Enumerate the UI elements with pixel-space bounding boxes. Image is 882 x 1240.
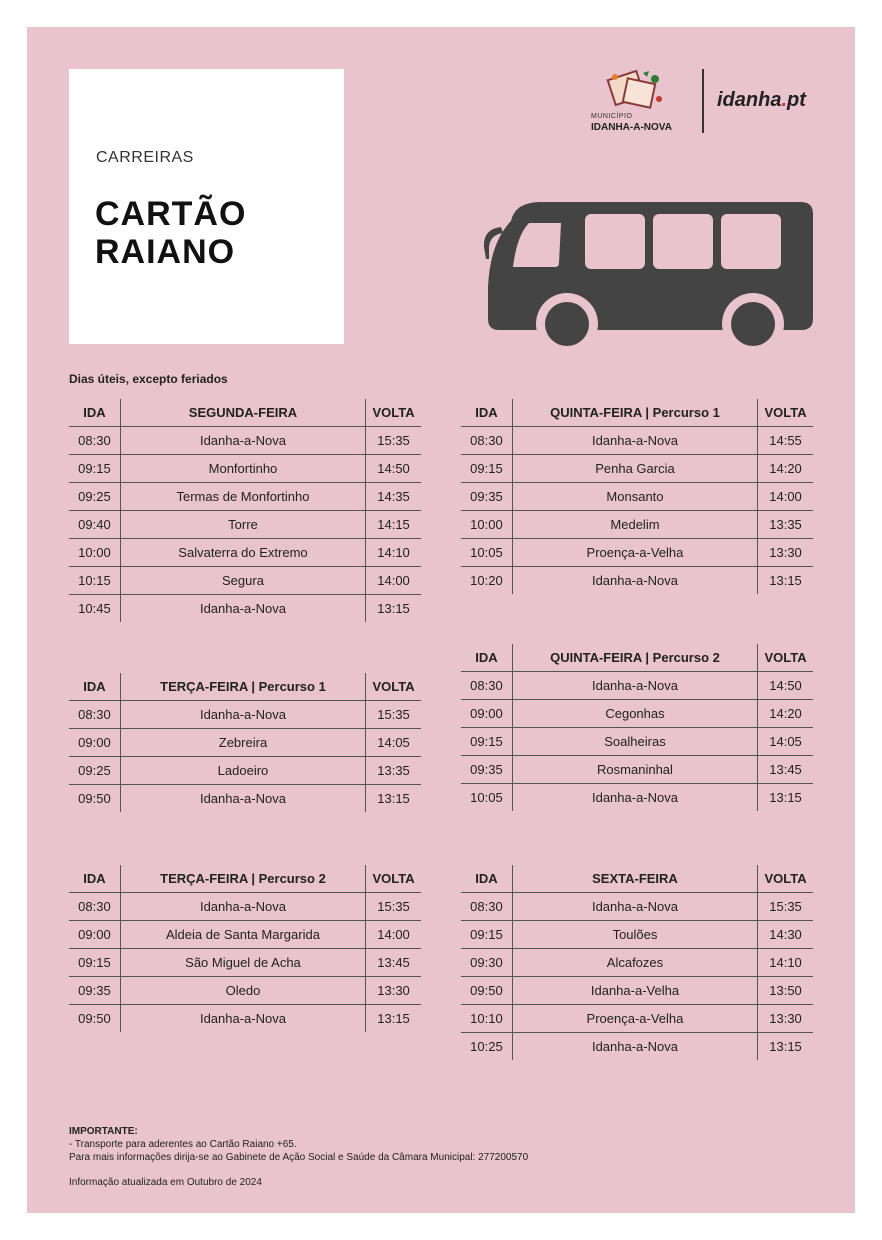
return-time: 14:05 <box>366 729 421 757</box>
table-row <box>69 921 421 949</box>
departure-time: 09:15 <box>461 728 512 756</box>
page-title <box>95 195 246 271</box>
table-row <box>461 893 813 921</box>
site-dot: . <box>781 89 788 111</box>
notes-line-2: Para mais informações dirija-se ao Gabinete de Ação Social e Saúde da Câmara Municipal: 277200570 <box>69 1152 529 1163</box>
poster <box>27 27 855 1213</box>
title-line-1: CARTÃO <box>95 195 247 233</box>
stop-name: Torre <box>120 511 365 539</box>
table-row <box>69 729 421 757</box>
notes-line-1: - Transporte para aderentes ao Cartão Raiano +65. <box>69 1139 297 1150</box>
stop-name: Idanha-a-Nova <box>120 427 365 455</box>
table-row <box>69 977 421 1005</box>
update-date: Informação atualizada em Outubro de 2024 <box>69 1177 262 1188</box>
stop-name: Ladoeiro <box>120 757 365 785</box>
stop-name: Termas de Monfortinho <box>120 483 365 511</box>
return-time: 14:35 <box>366 483 421 511</box>
return-time: 14:50 <box>758 672 813 700</box>
schedule-subtitle: Dias úteis, excepto feriados <box>69 372 228 386</box>
departure-time: 10:15 <box>69 567 120 595</box>
return-time: 15:35 <box>366 427 421 455</box>
return-time: 13:35 <box>366 757 421 785</box>
return-time: 14:30 <box>758 921 813 949</box>
departure-time: 09:50 <box>69 785 120 813</box>
notes-heading: IMPORTANTE: <box>69 1126 138 1137</box>
return-time: 13:15 <box>377 791 410 806</box>
return-time: 14:10 <box>758 949 813 977</box>
col-day: TERÇA-FEIRA | Percurso 1 <box>120 673 365 701</box>
stop-name: Idanha-a-Nova <box>512 1033 757 1061</box>
stop-name: Soalheiras <box>512 728 757 756</box>
schedule-sexta <box>461 865 813 1060</box>
stop-name: Monfortinho <box>120 455 365 483</box>
col-ida: IDA <box>69 399 120 427</box>
table-row <box>461 539 813 567</box>
stop-name: Idanha-a-Nova <box>120 785 365 813</box>
departure-time: 08:30 <box>69 701 120 729</box>
logo-divider <box>702 69 704 133</box>
table-row <box>461 949 813 977</box>
departure-time: 08:30 <box>461 672 512 700</box>
schedule-segunda <box>69 399 421 622</box>
departure-time: 10:00 <box>461 511 512 539</box>
table-row <box>69 595 421 623</box>
return-time: 14:20 <box>758 700 813 728</box>
stop-name: Rosmaninhal <box>512 756 757 784</box>
stop-name: Oledo <box>120 977 365 1005</box>
table-row <box>69 1005 421 1033</box>
col-day: QUINTA-FEIRA | Percurso 2 <box>512 644 757 672</box>
stop-name: Idanha-a-Nova <box>512 567 757 595</box>
departure-time: 10:45 <box>69 595 120 623</box>
table-row <box>69 483 421 511</box>
col-ida: IDA <box>461 399 512 427</box>
departure-time: 09:35 <box>69 977 120 1005</box>
col-ida: IDA <box>69 865 120 893</box>
stop-name: Aldeia de Santa Margarida <box>120 921 365 949</box>
stop-name: Idanha-a-Nova <box>120 1005 365 1033</box>
return-time: 15:35 <box>758 893 813 921</box>
table-row <box>461 455 813 483</box>
col-volta: VOLTA <box>366 865 421 893</box>
bus-icon <box>481 199 813 347</box>
stop-name: Proença-a-Velha <box>512 1005 757 1033</box>
return-time: 13:30 <box>758 539 813 567</box>
municipality-logo-icon <box>603 69 673 113</box>
col-ida: IDA <box>461 865 512 893</box>
return-time: 13:15 <box>377 1011 410 1026</box>
col-day: TERÇA-FEIRA | Percurso 2 <box>120 865 365 893</box>
table-row <box>461 567 813 595</box>
col-volta: VOLTA <box>758 644 813 672</box>
col-volta: VOLTA <box>758 865 813 893</box>
logo-name: IDANHA-A-NOVA <box>591 122 672 133</box>
return-time: 13:15 <box>769 573 802 588</box>
website-logo <box>717 89 806 112</box>
stop-name: Idanha-a-Nova <box>512 784 757 812</box>
col-day: SEXTA-FEIRA <box>512 865 757 893</box>
col-day: QUINTA-FEIRA | Percurso 1 <box>512 399 757 427</box>
table-row <box>69 455 421 483</box>
return-time: 13:45 <box>758 756 813 784</box>
table-row <box>461 977 813 1005</box>
stop-name: Idanha-a-Nova <box>120 893 365 921</box>
return-time: 14:00 <box>366 921 421 949</box>
stop-name: Cegonhas <box>512 700 757 728</box>
departure-time: 09:35 <box>461 756 512 784</box>
return-time: 13:50 <box>758 977 813 1005</box>
table-row <box>461 1005 813 1033</box>
logo-small-text: MUNICÍPIO <box>591 113 633 120</box>
return-time: 13:30 <box>366 977 421 1005</box>
stop-name: Zebreira <box>120 729 365 757</box>
schedule-quinta-percurso-1 <box>461 399 813 594</box>
col-volta: VOLTA <box>758 399 813 427</box>
col-volta: VOLTA <box>366 399 421 427</box>
stop-name: Penha Garcia <box>512 455 757 483</box>
col-day: SEGUNDA-FEIRA <box>120 399 365 427</box>
schedule-terca-percurso-1 <box>69 673 421 812</box>
table-row <box>69 785 421 813</box>
departure-time: 08:30 <box>461 893 512 921</box>
return-time: 14:15 <box>366 511 421 539</box>
departure-time: 09:25 <box>69 483 120 511</box>
table-row <box>461 700 813 728</box>
table-row <box>69 893 421 921</box>
departure-time: 09:15 <box>69 455 120 483</box>
departure-time: 08:30 <box>69 427 120 455</box>
departure-time: 10:25 <box>461 1033 512 1061</box>
table-row <box>461 1033 813 1061</box>
return-time: 13:15 <box>377 601 410 616</box>
table-row <box>69 701 421 729</box>
col-ida: IDA <box>69 673 120 701</box>
table-row <box>69 539 421 567</box>
departure-time: 09:50 <box>69 1005 120 1033</box>
stop-name: Medelim <box>512 511 757 539</box>
stop-name: São Miguel de Acha <box>120 949 365 977</box>
return-time: 15:35 <box>366 701 421 729</box>
table-row <box>461 511 813 539</box>
return-time: 13:45 <box>366 949 421 977</box>
stop-name: Segura <box>120 567 365 595</box>
table-row <box>69 949 421 977</box>
departure-time: 10:05 <box>461 784 512 812</box>
kicker: CARREIRAS <box>96 149 194 166</box>
stop-name: Idanha-a-Nova <box>120 595 365 623</box>
logo <box>587 69 837 133</box>
departure-time: 09:00 <box>69 729 120 757</box>
return-time: 13:15 <box>769 790 802 805</box>
stop-name: Salvaterra do Extremo <box>120 539 365 567</box>
stop-name: Idanha-a-Nova <box>512 427 757 455</box>
title-line-2: RAIANO <box>95 233 236 271</box>
departure-time: 09:00 <box>461 700 512 728</box>
departure-time: 08:30 <box>461 427 512 455</box>
return-time: 14:05 <box>758 728 813 756</box>
table-row <box>69 757 421 785</box>
notes <box>69 1125 528 1164</box>
site-main: idanha <box>717 89 782 111</box>
title-box <box>69 69 344 344</box>
return-time: 14:50 <box>366 455 421 483</box>
departure-time: 09:35 <box>461 483 512 511</box>
departure-time: 09:50 <box>461 977 512 1005</box>
departure-time: 09:25 <box>69 757 120 785</box>
departure-time: 09:40 <box>69 511 120 539</box>
return-time: 13:30 <box>758 1005 813 1033</box>
return-time: 13:15 <box>769 1039 802 1054</box>
departure-time: 09:00 <box>69 921 120 949</box>
stop-name: Alcafozes <box>512 949 757 977</box>
return-time: 14:10 <box>366 539 421 567</box>
table-row <box>69 567 421 595</box>
return-time: 14:20 <box>758 455 813 483</box>
table-row <box>461 427 813 455</box>
return-time: 14:00 <box>758 483 813 511</box>
departure-time: 09:30 <box>461 949 512 977</box>
departure-time: 10:05 <box>461 539 512 567</box>
departure-time: 10:00 <box>69 539 120 567</box>
stop-name: Idanha-a-Nova <box>512 672 757 700</box>
stop-name: Proença-a-Velha <box>512 539 757 567</box>
table-row <box>461 672 813 700</box>
table-row <box>69 427 421 455</box>
departure-time: 09:15 <box>461 921 512 949</box>
col-volta: VOLTA <box>366 673 421 701</box>
return-time: 14:00 <box>366 567 421 595</box>
departure-time: 10:20 <box>461 567 512 595</box>
return-time: 13:35 <box>758 511 813 539</box>
return-time: 15:35 <box>366 893 421 921</box>
stop-name: Idanha-a-Velha <box>512 977 757 1005</box>
departure-time: 10:10 <box>461 1005 512 1033</box>
stop-name: Idanha-a-Nova <box>512 893 757 921</box>
stop-name: Toulões <box>512 921 757 949</box>
schedule-quinta-percurso-2 <box>461 644 813 811</box>
table-row <box>461 728 813 756</box>
departure-time: 08:30 <box>69 893 120 921</box>
site-tld: pt <box>787 89 806 111</box>
departure-time: 09:15 <box>461 455 512 483</box>
table-row <box>461 784 813 812</box>
stop-name: Monsanto <box>512 483 757 511</box>
schedule-terca-percurso-2 <box>69 865 421 1032</box>
col-ida: IDA <box>461 644 512 672</box>
table-row <box>461 921 813 949</box>
return-time: 14:55 <box>758 427 813 455</box>
departure-time: 09:15 <box>69 949 120 977</box>
stop-name: Idanha-a-Nova <box>120 701 365 729</box>
table-row <box>461 756 813 784</box>
table-row <box>461 483 813 511</box>
table-row <box>69 511 421 539</box>
